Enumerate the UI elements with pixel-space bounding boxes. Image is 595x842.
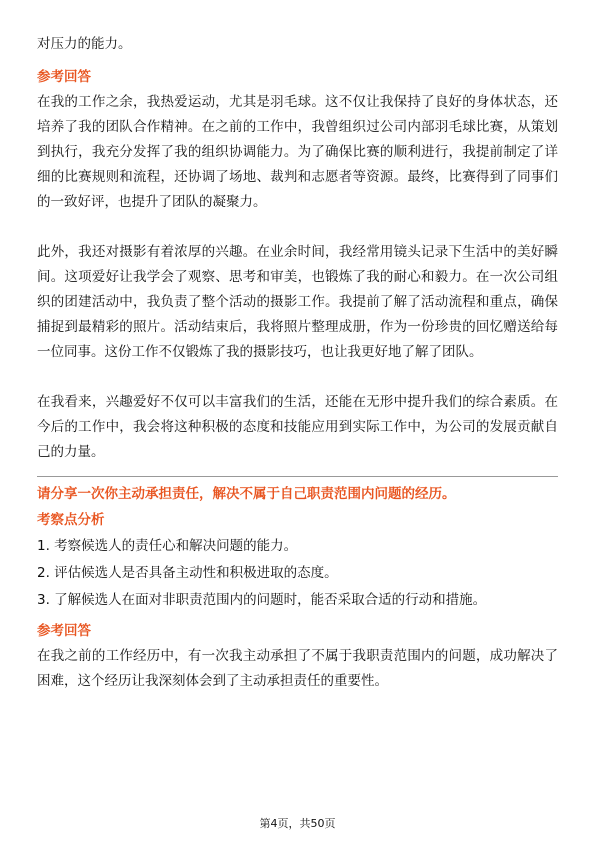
answer2-paragraph: 在我之前的工作经历中，有一次我主动承担了不属于我职责范围内的问题，成功解决了困难，这个经历让我深刻体会到了主动承担责任的重要性。 xyxy=(37,648,558,689)
answer1-heading: 参考回答 xyxy=(37,69,91,85)
answer1-paragraph: 此外，我还对摄影有着浓厚的兴趣。在业余时间，我经常用镜头记录下生活中的美好瞬间。这项爱好让我学会了观察、思考和审美，也锻炼了我的耐心和毅力。在一次公司组织的团建活动中，我负责了整个活动的摄影工作。我提前了解了活动流程和重点，确保捕捉到最精彩的照片。活动结束后，我将照片整理成册，作为一份珍贵的回忆赠送给每一位同事。这份工作不仅锻炼了我的摄影技巧，也让我更好地了解了团队。 xyxy=(37,244,558,360)
intro-tail: 对压力的能力。 xyxy=(37,36,132,52)
answer1-paragraph: 在我的工作之余，我热爱运动，尤其是羽毛球。这不仅让我保持了良好的身体状态，还培养了我的团队合作精神。在之前的工作中，我曾组织过公司内部羽毛球比赛，从策划到执行，我充分发挥了我的组织协调能力。为了确保比赛的顺利进行，我提前制定了详细的比赛规则和流程，还协调了场地、裁判和志愿者等资源。最终，比赛得到了同事们的一致好评，也提升了团队的凝聚力。 xyxy=(37,94,558,210)
analysis-heading: 考察点分析 xyxy=(37,512,105,528)
question-title: 请分享一次你主动承担责任，解决不属于自己职责范围内问题的经历。 xyxy=(37,486,456,502)
section-divider xyxy=(37,476,558,477)
document-page xyxy=(37,0,558,694)
analysis-point: 2. 评估候选人是否具备主动性和积极进取的态度。 xyxy=(37,565,338,581)
page-number: 第4页，共50页 xyxy=(259,817,336,830)
analysis-point: 3. 了解候选人在面对非职责范围内的问题时，能否采取合适的行动和措施。 xyxy=(37,592,487,608)
answer2-heading: 参考回答 xyxy=(37,623,91,639)
analysis-points xyxy=(37,533,558,614)
analysis-point: 1. 考察候选人的责任心和解决问题的能力。 xyxy=(37,538,298,554)
answer1-paragraph: 在我看来，兴趣爱好不仅可以丰富我们的生活，还能在无形中提升我们的综合素质。在今后的工作中，我会将这种积极的态度和技能应用到实际工作中，为公司的发展贡献自己的力量。 xyxy=(37,394,558,460)
